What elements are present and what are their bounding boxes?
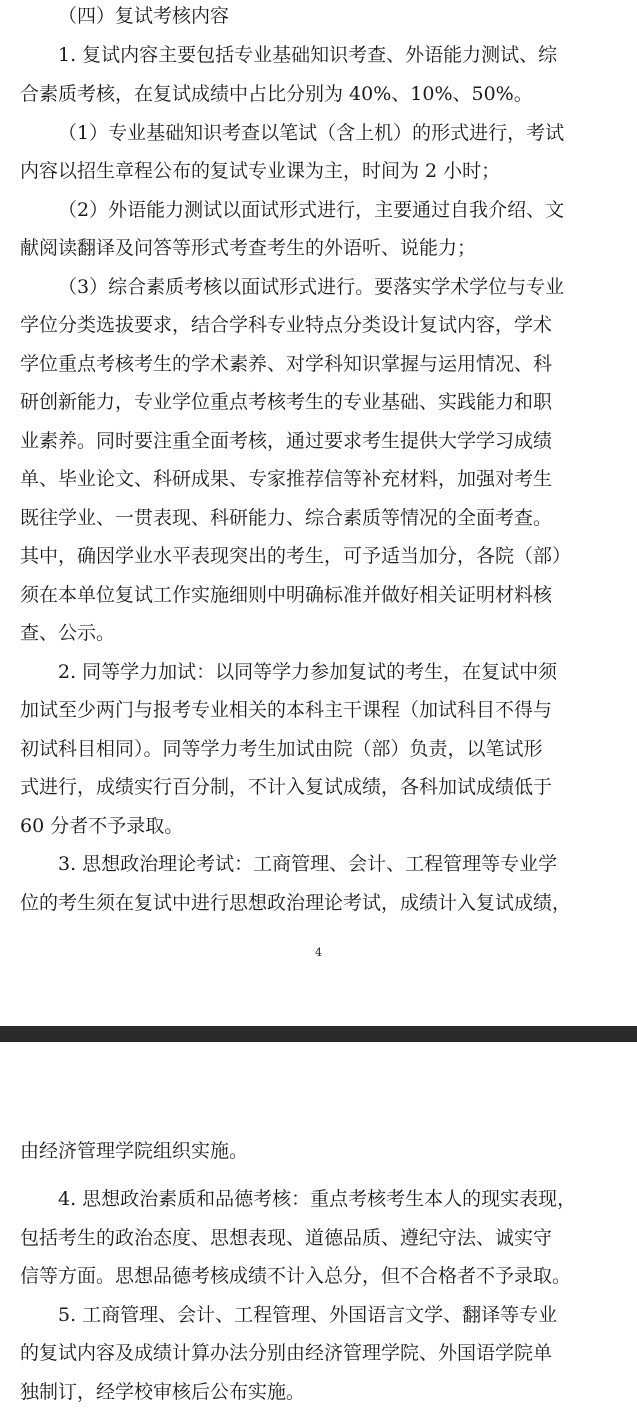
paragraph-line: 既往学业、一贯表现、科研能力、综合素质等情况的全面考查。 bbox=[20, 507, 553, 529]
paragraph-line: 2. 同等学力加试：以同等学力参加复试的考生，在复试中须 bbox=[58, 661, 558, 683]
document-page-5 bbox=[0, 1042, 637, 1415]
paragraph-line: 研创新能力，专业学位重点考核考生的专业基础、实践能力和职 bbox=[20, 391, 553, 413]
paragraph-line: 学位重点考核考生的学术素养、对学科知识掌握与运用情况、科 bbox=[20, 353, 553, 375]
paragraph-line: 单、毕业论文、科研成果、专家推荐信等补充材料，加强对考生 bbox=[20, 468, 553, 490]
paragraph-line: 4. 思想政治素质和品德考核：重点考核考生本人的现实表现， bbox=[58, 1188, 577, 1210]
paragraph-line: 初试科目相同）。同等学力考生加试由院（部）负责，以笔试形 bbox=[20, 738, 543, 760]
paragraph-line: 内容以招生章程公布的复试专业课为主，时间为 2 小时； bbox=[20, 160, 501, 182]
paragraph-line: 3. 思想政治理论考试：工商管理、会计、工程管理等专业学 bbox=[58, 853, 558, 875]
paragraph-line: 其中，确因学业水平表现突出的考生，可予适当加分，各院（部） bbox=[20, 545, 572, 567]
paragraph-line: （2）外语能力测试以面试形式进行，主要通过自我介绍、文 bbox=[58, 199, 565, 221]
paragraph-line: 业素养。同时要注重全面考核，通过要求考生提供大学学习成绩 bbox=[20, 430, 553, 452]
paragraph-line: 1. 复试内容主要包括专业基础知识考查、外语能力测试、综 bbox=[58, 44, 558, 66]
paragraph-line: 由经济管理学院组织实施。 bbox=[20, 1140, 249, 1162]
paragraph-line: 包括考生的政治态度、思想表现、道德品质、遵纪守法、诚实守 bbox=[20, 1227, 553, 1249]
paragraph-line: 献阅读翻译及问答等形式考查考生的外语听、说能力； bbox=[20, 237, 477, 259]
paragraph-line: （3）综合素质考核以面试形式进行。要落实学术学位与专业 bbox=[58, 276, 565, 298]
paragraph-line: 的复试内容及成绩计算办法分别由经济管理学院、外国语学院单 bbox=[20, 1342, 553, 1364]
page-number: 4 bbox=[315, 946, 322, 959]
paragraph-line: 式进行，成绩实行百分制，不计入复试成绩，各科加试成绩低于 bbox=[20, 776, 553, 798]
page-break-divider bbox=[0, 1026, 637, 1042]
paragraph-line: 查、公示。 bbox=[20, 622, 116, 644]
paragraph-line: 学位分类选拔要求，结合学科专业特点分类设计复试内容，学术 bbox=[20, 314, 553, 336]
paragraph-line: 合素质考核，在复试成绩中占比分别为 40%、10%、50%。 bbox=[20, 83, 533, 105]
paragraph-line: 独制订，经学校审核后公布实施。 bbox=[20, 1381, 306, 1403]
paragraph-line: 60 分者不予录取。 bbox=[20, 815, 184, 837]
paragraph-line: 5. 工商管理、会计、工程管理、外国语言文学、翻译等专业 bbox=[58, 1304, 558, 1326]
section-heading: （四）复试考核内容 bbox=[58, 5, 230, 27]
paragraph-line: 加试至少两门与报考专业相关的本科主干课程（加试科目不得与 bbox=[20, 699, 553, 721]
paragraph-line: 须在本单位复试工作实施细则中明确标准并做好相关证明材料核 bbox=[20, 584, 553, 606]
paragraph-line: （1）专业基础知识考查以笔试（含上机）的形式进行，考试 bbox=[58, 122, 565, 144]
paragraph-line: 信等方面。思想品德考核成绩不计入总分，但不合格者不予录取。 bbox=[20, 1265, 572, 1287]
paragraph-line: 位的考生须在复试中进行思想政治理论考试，成绩计入复试成绩， bbox=[20, 892, 572, 914]
